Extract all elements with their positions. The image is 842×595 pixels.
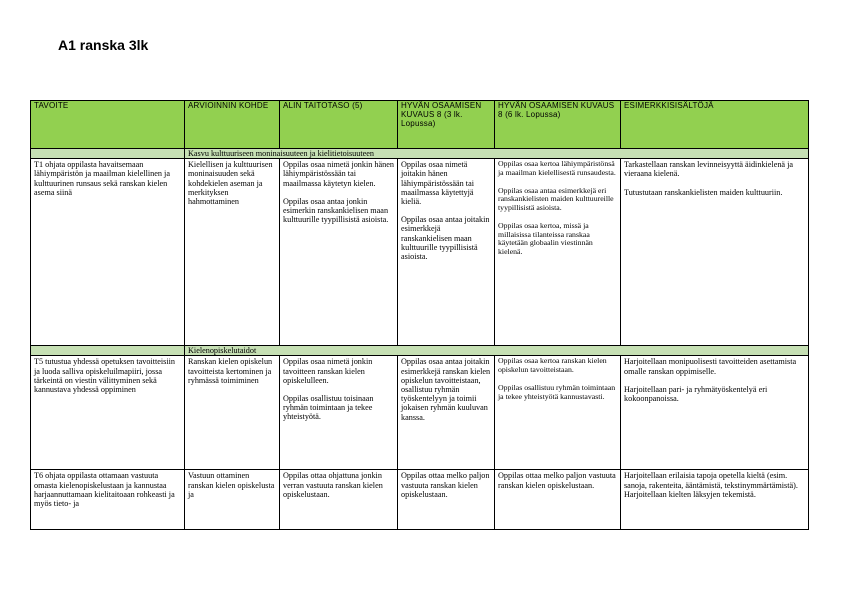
cell-paragraph: Oppilas ottaa melko paljon vastuuta ranskan kielen opiskelustaan. [401,471,490,499]
cell-alin [280,356,398,470]
cell-arvioinnin-kohde: Ranskan kielen opiskelun tavoitteista kertominen ja ryhmässä toimiminen [185,356,280,470]
cell-paragraph: Oppilas osaa nimetä joitakin hänen lähiympäristössään tai maailmassa käytettyjä kieliä. [401,160,474,206]
cell-paragraph: Oppilas osaa kertoa lähiympäristönsä ja maailman kielellisestä runsaudesta. [498,159,616,177]
cell-paragraph: Oppilas osaa antaa esimerkkejä eri ranskankielisten maiden kulttuureille tyypillisistä asioista. [498,185,614,213]
section-spacer [31,149,185,159]
table-row [31,470,809,530]
header-tavoite: TAVOITE [31,101,185,149]
cell-paragraph: Oppilas osaa kertoa, missä ja millaisissa tilanteissa ranskaa käytetään globaalin viestinnän kielenä. [498,220,593,256]
cell-arvioinnin-kohde: Kielellisen ja kulttuurisen moninaisuuden sekä kohdekielen aseman ja merkityksen hahmottaminen [185,159,280,346]
cell-paragraph: Oppilas osaa nimetä jonkin tavoitteen ranskan kielen opiskelulleen. [283,357,373,385]
document-title: A1 ranska 3lk [58,37,149,53]
cell-esimerkit [621,356,809,470]
cell-paragraph: Harjoitellaan erilaisia tapoja opetella kieltä (esim. sanoja, rakenteita, ääntämistä, tekstinymmärtämistä). Harjoitellaan kielten läksyjen tekemistä. [624,471,798,499]
cell-paragraph: Tutustutaan ranskankielisten maiden kulttuuriin. [624,187,783,197]
header-arvioinnin-kohde: ARVIOINNIN KOHDE [185,101,280,149]
cell-paragraph: Oppilas osallistuu toisinaan ryhmän toimintaan ja tekee yhteistyötä. [283,393,374,422]
cell-paragraph: Oppilas ottaa ohjattuna jonkin verran vastuuta ranskan kielen opiskelustaan. [283,471,383,499]
cell-alin [280,159,398,346]
cell-hyva-6lk [495,159,621,346]
cell-paragraph: Harjoitellaan monipuolisesti tavoitteiden asettamista omalle ranskan oppimiselle. [624,357,797,376]
cell-alin [280,470,398,530]
table-header-row [31,101,809,149]
header-hyva-6lk: HYVÄN OSAAMISEN KUVAUS 8 (6 lk. Lopussa) [495,101,621,149]
cell-hyva-6lk [495,356,621,470]
cell-esimerkit [621,470,809,530]
cell-paragraph: Oppilas osaa kertoa ranskan kielen opiskelun tavoitteistaan. [498,356,607,375]
section-row [31,149,809,159]
cell-paragraph: Oppilas osaa nimetä jonkin hänen lähiympäristössään tai maailmassa käytetyn kielen. [283,160,394,188]
cell-tavoite: T1 ohjata oppilasta havaitsemaan lähiympäristön ja maailman kielellinen ja kulttuurinen runsaus sekä ranskan kielen asema siinä [31,159,185,346]
section-spacer [31,346,185,356]
cell-hyva-3lk [398,356,495,470]
cell-hyva-3lk [398,159,495,346]
header-alin-taitotaso: ALIN TAITOTASO (5) [280,101,398,149]
cell-hyva-3lk [398,470,495,530]
section-title: Kasvu kulttuuriseen moninaisuuteen ja kielitietoisuuteen [185,149,809,159]
cell-hyva-6lk [495,470,621,530]
cell-paragraph: Oppilas osaa antaa jonkin esimerkin ranskankielisen maan kulttuurille tyypillisistä asioista. [283,196,389,225]
cell-paragraph: Tarkastellaan ranskan levinneisyyttä äidinkielenä ja vieraana kielenä. [624,160,794,179]
section-row [31,346,809,356]
table-row [31,159,809,346]
cell-paragraph: Oppilas osaa antaa joitakin esimerkkejä ranskan kielen opiskelun tavoitteistaan, osallistuu ryhmän työskentelyyn ja toimii jokaisen ryhmän kuuluvan kanssa. [401,357,491,422]
header-esimerkkisisaltoja: ESIMERKKISISÄLTÖJÄ [621,101,809,149]
table-row [31,356,809,470]
cell-paragraph: Oppilas osaa antaa joitakin esimerkkejä ranskankielisen maan kulttuurille tyypillisistä asioista. [401,215,490,261]
curriculum-table [30,100,809,530]
cell-paragraph: Oppilas ottaa melko paljon vastuuta ranskan kielen opiskelustaan. [498,471,616,490]
header-hyva-3lk: HYVÄN OSAAMISEN KUVAUS 8 (3 lk. Lopussa) [398,101,495,149]
section-title: Kielenopiskelutaidot [185,346,809,356]
cell-arvioinnin-kohde: Vastuun ottaminen ranskan kielen opiskelusta ja [185,470,280,530]
cell-paragraph: Harjoitellaan pari- ja ryhmätyöskentelyä eri kokoonpanoissa. [624,384,768,403]
cell-esimerkit [621,159,809,346]
cell-paragraph: Oppilas osallistuu ryhmän toimintaan ja tekee yhteistyötä kannustavasti. [498,382,616,401]
cell-tavoite: T6 ohjata oppilasta ottamaan vastuuta omasta kielenopiskelustaan ja kannustaa harjaannuttamaan kielitaitoaan rohkeasti ja myös tieto- ja [31,470,185,530]
cell-tavoite: T5 tutustua yhdessä opetuksen tavoitteisiin ja luoda salliva opiskeluilmapiiri, jossa tärkeintä on viestin välittyminen sekä kannustava yhdessä oppiminen [31,356,185,470]
